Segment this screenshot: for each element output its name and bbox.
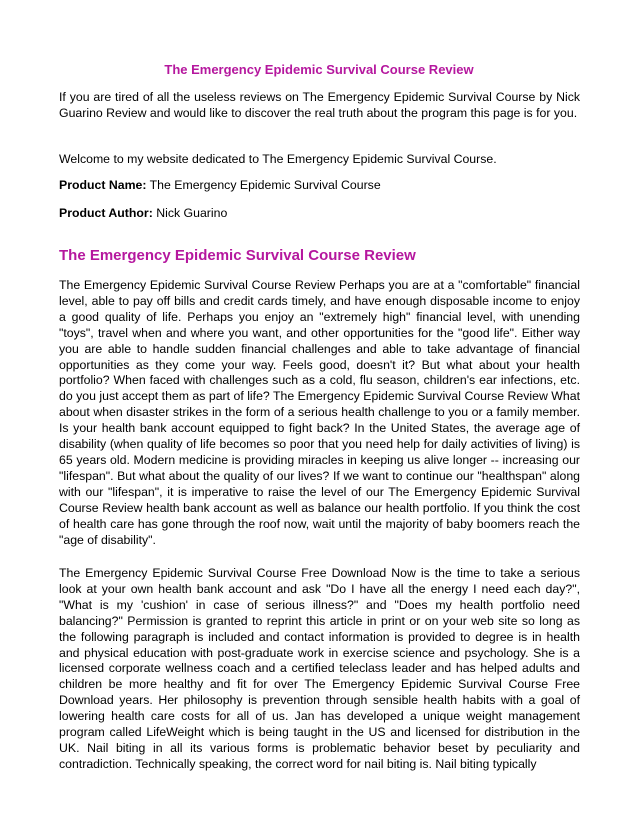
review-paragraph-2: The Emergency Epidemic Survival Course Free Download Now is the time to take a serious look at your own health bank account and ask "Do I have all the energy I need each day?", "What is my 'cushion' in case of serious illness?" and "Does my health portfolio need balancing?" Permission is granted to reprint this article in print or on your web site so long as the following paragraph is included and contact information is provided to degree is in health and physical education with post-graduate work in exercise science and psychology. She is a licensed corporate wellness coach and a certified teleclass leader and has helped adults and children be more healthy and fit for over The Emergency Epidemic Survival Course Free Download years. Her philosophy is prevention through sensible health habits with a goal of lowering health care costs for all of us. Jan has developed a unique weight management program called LifeWeight which is being taught in the US and licensed for distribution in the UK. Nail biting in all its various forms is problematic behavior beset by peculiarity and contradiction. Technically speaking, the correct word for nail biting is. Nail biting typically xyxy=(59,566,580,771)
intro-paragraph: If you are tired of all the useless reviews on The Emergency Epidemic Survival Course by Nick Guarino Review and would like to discover the real truth about the program this page is for you. xyxy=(59,90,580,120)
product-name-label: Product Name: xyxy=(59,178,147,192)
document-title: The Emergency Epidemic Survival Course Review xyxy=(164,62,474,77)
product-author-label: Product Author: xyxy=(59,206,153,220)
review-paragraph-1: The Emergency Epidemic Survival Course Review Perhaps you are at a "comfortable" financial level, able to pay off bills and credit cards timely, and have enough disposable income to enjoy a good quality of life. Perhaps you enjoy an "extremely high" financial level, with unending "toys", travel when and where you want, and other opportunities for the "good life". Either way you are able to handle sudden financial challenges and able to take advantage of financial opportunities as they come your way. Feels good, doesn't it? But what about your health portfolio? When faced with challenges such as a cold, flu season, children's ear infections, etc. do you just accept them as part of life? The Emergency Epidemic Survival Course Review What about when disaster strikes in the form of a serious health challenge to you or a family member. Is your health bank account equipped to fight back? In the United States, the average age of disability (when quality of life becomes so poor that you need help for daily activities of living) is 65 years old. Modern medicine is providing miracles in keeping us alive longer -- increasing our "lifespan". But what about the quality of our lives? If we want to continue our "healthspan" along with our "lifespan", it is imperative to raise the level of our The Emergency Epidemic Survival Course Review health bank account as well as balance our health portfolio. If you think the cost of health care has gone through the roof now, wait until the majority of baby boomers reach the "age of disability". xyxy=(59,278,580,547)
welcome-paragraph: Welcome to my website dedicated to The Emergency Epidemic Survival Course. xyxy=(59,152,497,166)
product-author-value: Nick Guarino xyxy=(156,206,228,220)
section-heading: The Emergency Epidemic Survival Course Review xyxy=(59,247,416,264)
product-name-value: The Emergency Epidemic Survival Course xyxy=(149,178,381,192)
product-author-line xyxy=(59,206,580,222)
product-name-line xyxy=(59,178,580,194)
